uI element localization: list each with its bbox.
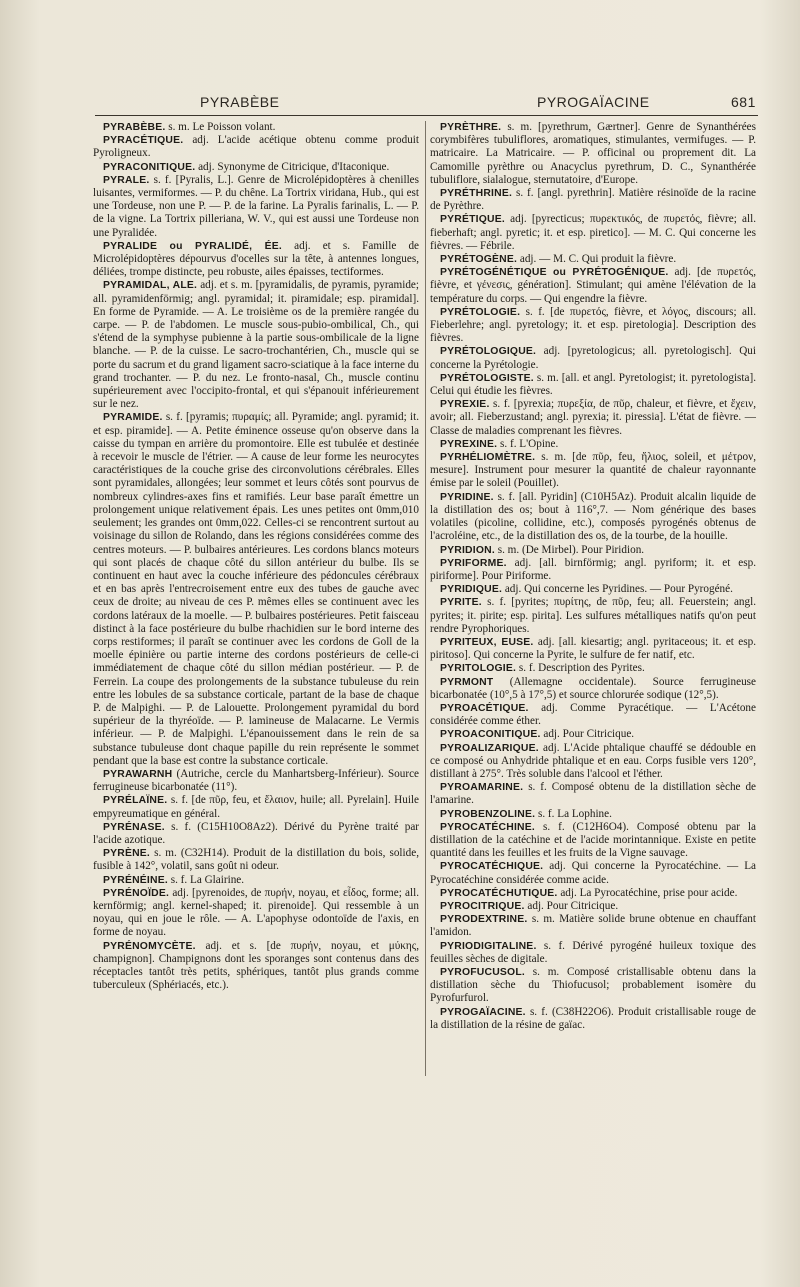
entry-headword: PYRAMIDAL, ALE. — [103, 280, 198, 292]
entry-definition: s. f. [angl. pyrethrin]. Matière résinoïde de la racine de Pyrèthre. — [430, 187, 757, 213]
entry-headword: PYRÉTOGÉNÉTIQUE ou PYRÉTOGÉNIQUE. — [440, 267, 669, 279]
entry-headword: PYRÉTIQUE. — [440, 214, 505, 226]
dictionary-entry — [430, 860, 756, 886]
entry-definition: s. f. La Glairine. — [170, 873, 245, 886]
page-number: 681 — [731, 94, 756, 110]
entry-headword: PYRIDINE. — [440, 491, 494, 503]
dictionary-entry — [93, 161, 419, 174]
dictionary-entry — [430, 596, 756, 636]
entry-definition: adj. [pyrecticus; πυρεκτικός, de πυρετός, fièvre; all. fieberhaft; angl. pyretic; it. et esp. piretico]. — M. C. Qui concerne les fièvres. — Fébrile. — [430, 213, 756, 252]
dictionary-entry — [93, 794, 419, 820]
entry-definition: adj. et s. [de πυρήν, noyau, et μύκης, champignon]. Champignons dont les sporanges sont contenus dans des réceptacles tantôt très petits, sphériques, tantôt plus grands comme tuberculeux (Sphériacés, etc.). — [93, 939, 420, 992]
dictionary-entry — [93, 134, 419, 160]
entry-definition: adj. [all. kiesartig; angl. pyritaceous; it. et esp. piritoso]. Qui concerne la Pyrite, le sulfure de fer natif, etc. — [430, 635, 756, 662]
entry-headword: PYRITE. — [440, 597, 482, 609]
dictionary-entry — [430, 491, 756, 544]
entry-headword: PYROCITRIQUE. — [440, 900, 525, 912]
entry-headword: PYROFUCUSOL. — [440, 967, 525, 978]
entry-definition: adj. L'Acide phtalique chauffé se dédouble en ce composé ou Anhydride phtalique et en eau. Corps fusible vers 120°, distillant à 275°. Très soluble dans l'alcool et l'éther. — [430, 741, 756, 780]
column-divider — [425, 121, 426, 1076]
entry-headword: PYROCATÉCHINE. — [440, 821, 535, 833]
dictionary-entry — [430, 676, 756, 702]
entry-headword: PYROCATÉCHUTIQUE. — [440, 887, 558, 899]
entry-definition: adj. [all. birnförmig; angl. pyriform; it. et esp. piriforme]. Pour Piriforme. — [430, 556, 756, 582]
entry-definition: adj. — M. C. Qui produit la fièvre. — [519, 253, 677, 266]
dictionary-entry — [93, 874, 419, 887]
entry-definition: s. f. Dérivé pyrogéné huileux toxique des feuilles sèches de digitale. — [430, 939, 757, 965]
entry-headword: PYRÉNOÏDE. — [103, 887, 170, 899]
dictionary-entry — [93, 768, 419, 794]
entry-headword: PYRÉTOLOGIE. — [440, 306, 521, 318]
entry-headword: PYRÈNE. — [103, 848, 151, 860]
running-header — [0, 94, 800, 116]
entry-definition: adj. L'acide acétique obtenu comme produit Pyroligneux. — [93, 134, 420, 160]
entry-definition: adj. Pour Citricique. — [543, 728, 635, 741]
dictionary-entry — [430, 398, 756, 438]
entry-definition: (Autriche, cercle du Manhartsberg-Inférieur). Source ferrugineuse bicarbonatée (11°). — [93, 767, 420, 794]
entry-definition: s. m. Matière solide brune obtenue en chauffant l'amidon. — [430, 913, 756, 939]
entry-headword: PYROAMARINE. — [440, 782, 524, 794]
entry-headword: PYREXIE. — [440, 399, 490, 411]
entry-definition: s. f. [de πῦρ, feu, et ἔλαιον, huile; all. Pyrelain]. Huile empyreumatique en général. — [93, 794, 419, 820]
right-column — [430, 121, 756, 1032]
entry-headword: PYRACONITIQUE. — [103, 161, 196, 173]
entry-headword: PYRITOLOGIE. — [440, 663, 517, 675]
dictionary-entry — [430, 306, 756, 346]
dictionary-entry — [430, 121, 756, 187]
entry-definition: adj. [de πυρετός, fièvre, et γένεσις, génération]. Stimulant; qui amène l'élévation de la température du corps. — Qui engendre la fièvre. — [430, 266, 756, 305]
entry-definition: s. m. (C32H14). Produit de la distillation du bois, solide, fusible à 142°, volatil, sans goût ni odeur. — [93, 847, 420, 873]
dictionary-entry — [430, 583, 756, 596]
dictionary-entry — [430, 438, 756, 451]
entry-headword: PYREXINE. — [440, 438, 498, 450]
entry-definition: s. m. [pyrethrum, Gærtner]. Genre de Synanthérées corymbifères tubuliflores, aromatiques, stimulantes, vermifuges. — P. matricaire. La Matricaire. — P. officinal ou proprement dit. La Camomille pyrèthre ou Anacyclus pyrethrum, D. C., Synanthérée tubuliflore, sialalogue, sternutatoire, d'Europe. — [430, 121, 756, 186]
entry-definition: s. f. Description des Pyrites. — [518, 662, 645, 675]
dictionary-entry — [430, 213, 756, 253]
dictionary-entry — [430, 821, 756, 861]
entry-definition: adj. et s. m. [pyramidalis, de pyramis, pyramide; all. pyramidenförmig; angl. pyramidal; it. piramidale; esp. piramidal]. En forme de Pyramide. — A. Le troisième os de la première rangée du carpe. — P. de l'abdomen. Le muscle sous-pubio-ombilical, Ch., qui s'étend de la symphyse pubienne à la partie sous-ombilicale de la ligne blanche. — P. de la cuisse. Le sacro-trochantérien, Ch., muscle qui se porte du sacrum et du grand ligament sacro-sciatique à la face interne du grand trochanter. — P. du nez. Le fronto-nasal, Ch., muscle continu supérieurement avec l'occipito-frontal, et qui s'épanouit inférieurement sur le nez. — [93, 279, 419, 411]
dictionary-entry — [430, 900, 756, 913]
entry-headword: PYRAMIDE. — [103, 412, 163, 424]
entry-definition: s. f. [de πυρετός, fièvre, et λόγος, discours; all. Fieberlehre; angl. pyretology; it. et esp. piretologia]. Description des fièvres. — [430, 305, 757, 345]
dictionary-entry — [93, 821, 419, 847]
dictionary-entry — [93, 887, 419, 940]
entry-definition: s. f. [pyrites; πυρίτης, de πῦρ, feu; all. Feuerstein; angl. pyrites; it. pirite; esp. pirita]. Les sulfures métalliques natifs qu'on peut rendre Pyrophoriques. — [430, 596, 757, 635]
dictionary-entry — [430, 451, 756, 491]
entry-definition: adj. La Pyrocatéchine, prise pour acide. — [560, 886, 738, 899]
entry-headword: PYRMONT — [440, 676, 494, 688]
entry-headword: PYROALIZARIQUE. — [440, 742, 539, 754]
entry-headword: PYRIDION. — [440, 544, 495, 556]
entry-headword: PYROBENZOLINE. — [440, 808, 536, 820]
header-rule — [95, 115, 758, 116]
entry-headword: PYRALIDE ou PYRALIDÉ, ÉE. — [103, 240, 283, 252]
entry-headword: PYROACÉTIQUE. — [440, 702, 529, 714]
entry-definition: adj. [pyrenoides, de πυρήν, noyau, et εἶδος, forme; all. kernförmig; angl. kernel-shaped; it. pirenoide]. Qui ressemble à un noyau, qui en joue le rôle. — A. L'apophyse odontoïde de l'axis, en forme de noyau. — [93, 886, 420, 939]
dictionary-entry — [430, 662, 756, 675]
left-column — [93, 121, 419, 992]
dictionary-entry — [430, 913, 756, 939]
entry-headword: PYRABÈBE. — [103, 122, 166, 133]
entry-headword: PYRÉTHRINE. — [440, 188, 513, 200]
entry-definition: adj. Qui concerne la Pyrocatéchine. — La Pyrocatéchine considérée comme acide. — [430, 860, 756, 886]
entry-headword: PYRACÉTIQUE. — [103, 135, 184, 147]
entry-definition: adj. Pour Citricique. — [527, 899, 619, 912]
entry-headword: PYRAWARNH — [103, 768, 173, 780]
entry-definition: s. f. L'Opine. — [500, 437, 559, 450]
dictionary-entry — [93, 240, 419, 280]
entry-definition: s. f. [pyramis; πυραμίς; all. Pyramide; angl. pyramid; it. et esp. piramide]. — A. Petite éminence osseuse qu'on observe dans la caisse du tympan en arrière du promontoire. Elle est tubulée et destinée à recevoir le muscle de l'étrier. — A cause de leur forme les neurocytes caractéristiques de la couche grise des circonvolutions cérébrales. Elles sont pyramidales, allongées; leur sommet et leurs côtés sont pourvus de nombreux cylindres-axes fins et ramifiés. Leur base paraît émettre un prolongement unique relativement épais. Les unes petites ont 0mm,010 seulement; les grandes ont 0mm,022. Celles-ci se rencontrent surtout au voisinage du sillon de Rolando, dans les régions considérées comme des centres moteurs. — P. bulbaires antérieures. Les cordons blancs moteurs qui sont placés de chaque côté du sillon antérieur du bulbe. Ils se continuent en haut avec la couche inférieure des pédoncules cérébraux et en bas après l'entrecroisement entre eux des tubes de gauche avec ceux de droite; au niveau de ces P. mêmes elles se continuent avec les cordons latéraux de la moelle. — P. bulbaires postérieures. Petit faisceau distinct à la face postérieure du bulbe rhachidien sur le bord interne des corps restiformes; il paraît se continuer avec les cordons de Goll de la moelle épinière ou partie interne des cordons postérieurs de celle-ci immédiatement de chaque côté du sillon médian postérieur. — P. de Ferrein. La coupe des prolongements de la substance tubuleuse du rein entre les lobules de sa substance corticale, partant de la base de chaque P. de Malpighi. — P. de Lalouette. Prolongement pyramidal du bord supérieur de la thyréoïde. — P. lamineuse de Malacarne. Le Vermis inférieur. — P. de Malpighi. L'épanouissement dans le rein de sa substance tubuleuse dont chaque papille du rein représente le sommet pendant que la base est contre la substance corticale. — [93, 411, 420, 767]
entry-definition: s. f. La Lophine. — [537, 807, 612, 820]
dictionary-entry — [430, 253, 756, 266]
dictionary-entry — [430, 544, 756, 557]
dictionary-entry — [430, 345, 756, 371]
dictionary-entry — [430, 808, 756, 821]
entry-definition: s. f. [all. Pyridin] (C10H5Az). Produit alcalin liquide de la distillation des os; bout à 116°,7. — Nom générique des bases volatiles (picoline, collidine, etc.), composés pyrogénés obtenus de l'acroléine, etc., de la distillation des os, de la tourbe, de la houille. — [430, 490, 756, 543]
dictionary-entry — [430, 966, 756, 1006]
dictionary-entry — [93, 411, 419, 767]
entry-definition: s. f. (C15H10O8Az2). Dérivé du Pyrène traité par l'acide azotique. — [93, 820, 420, 846]
entry-headword: PYRÉTOLOGIQUE. — [440, 346, 537, 358]
dictionary-entry — [93, 847, 419, 873]
entry-headword: PYRITEUX, EUSE. — [440, 636, 534, 648]
dictionary-entry — [93, 174, 419, 240]
entry-definition: s. m. Composé cristallisable obtenu dans la distillation sèche du Thiofucusol; probablement isomère du Pyrofurfurol. — [430, 966, 756, 1005]
header-right-word: PYROGAÏACINE — [537, 94, 650, 110]
entry-definition: s. m. Le Poisson volant. — [168, 121, 276, 133]
dictionary-entry — [93, 121, 419, 134]
dictionary-entry — [430, 781, 756, 807]
dictionary-entry — [93, 279, 419, 411]
entry-definition: adj. Qui concerne les Pyridines. — Pour Pyrogéné. — [504, 583, 733, 596]
dictionary-entry — [430, 742, 756, 782]
entry-headword: PYRÈTHRE. — [440, 122, 502, 133]
dictionary-entry — [430, 636, 756, 662]
entry-headword: PYROACONITIQUE. — [440, 729, 541, 741]
entry-headword: PYRIODIGITALINE. — [440, 940, 537, 952]
entry-headword: PYROGAÏACINE. — [440, 1006, 526, 1018]
dictionary-entry — [430, 728, 756, 741]
dictionary-entry — [430, 887, 756, 900]
entry-headword: PYRÉNÉINE. — [103, 874, 168, 886]
entry-headword: PYRÉNASE. — [103, 821, 165, 833]
entry-definition: s. f. [Pyralis, L.]. Genre de Microlépidoptères à chenilles luisantes, vermiformes. — P. du chêne. La Tortrix viridana, Hub., qui est une Tordeuse, non une P. — P. de la farine. La Pyralis farinalis, L. — P. de la vigne. La Tortrix pilleriana, W. V., qui est aussi une Tordeuse non une Pyralidée. — [93, 173, 420, 239]
dictionary-entry — [430, 557, 756, 583]
entry-definition: adj. Synonyme de Citricique, d'Itaconique. — [198, 160, 390, 173]
dictionary-entry — [430, 372, 756, 398]
dictionary-entry — [430, 266, 756, 306]
entry-definition: s. f. (C38H22O6). Produit cristallisable rouge de la distillation de la résine de gaïac. — [430, 1005, 757, 1031]
entry-headword: PYRODEXTRINE. — [440, 914, 528, 926]
entry-headword: PYRHÉLIOMÈTRE. — [440, 452, 536, 464]
entry-definition: adj. [pyretologicus; all. pyretologisch]. Qui concerne la Pyrétologie. — [430, 345, 756, 371]
entry-headword: PYRÉNOMYCÈTE. — [103, 940, 196, 952]
header-left-word: PYRABÈBE — [200, 94, 280, 110]
entry-headword: PYROCATÉCHIQUE. — [440, 861, 544, 873]
entry-headword: PYRIFORME. — [440, 557, 507, 569]
dictionary-entry — [430, 187, 756, 213]
entry-definition: s. f. (C12H6O4). Composé obtenu par la distillation de la catéchine et de l'acide morintannique. Existe en petite quantité dans les feuilles et les fruits de la Vigne sauvage. — [430, 820, 757, 860]
entry-headword: PYRIDIQUE. — [440, 584, 503, 596]
entry-headword: PYRÉTOGÈNE. — [440, 254, 518, 266]
dictionary-entry — [93, 940, 419, 993]
dictionary-entry — [430, 940, 756, 966]
entry-definition: adj. et s. Famille de Microlépidoptères dépourvus d'ocelles sur la tête, à antennes longues, déliées, trompe distincte, peu robuste, ailes épaisses, tectiformes. — [93, 239, 420, 279]
entry-definition: s. f. Composé obtenu de la distillation sèche de l'amarine. — [430, 781, 757, 807]
entry-headword: PYRÉTOLOGISTE. — [440, 372, 534, 384]
entry-definition: (Allemagne occidentale). Source ferrugineuse bicarbonatée (10°,5 à 17°,5) et source chlorurée sodique (12°,5). — [430, 675, 757, 701]
entry-definition: s. m. (De Mirbel). Pour Piridion. — [497, 543, 645, 556]
entry-headword: PYRÉLAÏNE. — [103, 795, 168, 807]
entry-definition: s. m. [all. et angl. Pyretologist; it. pyretologista]. Celui qui étudie les fièvres. — [430, 371, 757, 398]
entry-definition: adj. Comme Pyracétique. — L'Acétone considérée comme éther. — [430, 701, 756, 728]
dictionary-entry — [430, 1006, 756, 1032]
entry-definition: s. m. [de πῦρ, feu, ἥλιος, soleil, et μέτρον, mesure]. Instrument pour mesurer la quantité de chaleur rayonnante émise par le soleil (Pouillet). — [430, 451, 756, 490]
entry-definition: s. f. [pyrexia; πυρεξία, de πῦρ, chaleur, et fièvre, et ἔχειν, avoir; all. Fieberzustand; angl. pyrexia; it. piressia]. L'état de fièvre. — Classe de maladies comprenant les fièvres. — [430, 398, 756, 437]
entry-headword: PYRALE. — [103, 174, 150, 186]
dictionary-entry — [430, 702, 756, 728]
